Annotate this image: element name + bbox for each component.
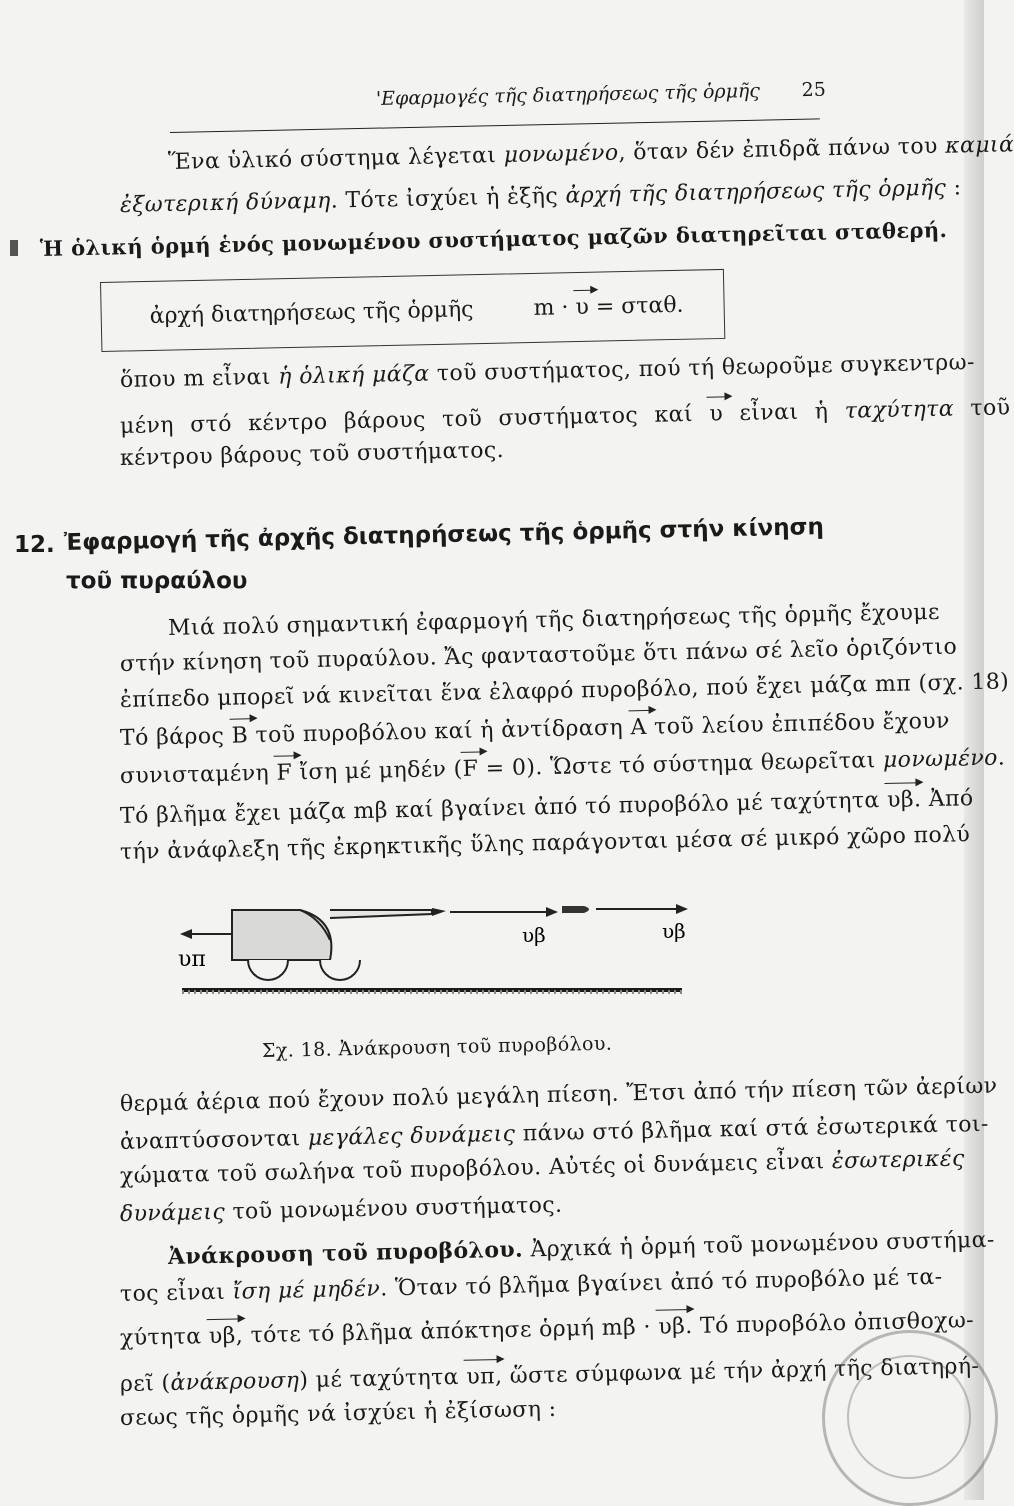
velocity-vector: υ xyxy=(575,294,590,321)
intro-line-2 xyxy=(120,175,962,218)
text-italic: ταχύτητα xyxy=(844,396,955,424)
text: τος εἶναι xyxy=(119,1279,233,1307)
section-number: 12. xyxy=(14,532,55,558)
text: τοῦ πυροβόλου καί ἡ ἀντίδραση xyxy=(247,715,631,749)
resultant-vector: F xyxy=(462,756,479,782)
text: τοῦ λείου ἐπιπέδου ἔχουν xyxy=(646,708,951,740)
header-rule xyxy=(170,118,820,133)
text-italic: ἴση μέ μηδέν xyxy=(232,1276,381,1305)
bullet-arrow-2 xyxy=(596,904,688,914)
bullet-velocity-vector: υβ xyxy=(658,1314,686,1340)
cannon-wheel-left xyxy=(248,960,288,980)
bullet-arrow-1 xyxy=(450,907,558,917)
text-italic: μεγάλες δυνάμεις xyxy=(307,1121,516,1152)
text: μένη στό κέντρο βάρους τοῦ συστήματος καί xyxy=(119,401,710,439)
velocity-vector: υ xyxy=(709,401,724,427)
section-title-line-1: Ἐφαρμογή τῆς ἀρχῆς διατηρήσεως τῆς ὁρμῆς στήν κίνηση xyxy=(63,514,825,556)
text: = σταθ. xyxy=(588,292,684,320)
text: = 0). Ὥστε τό σύστημα θεωρεῖται xyxy=(478,748,884,782)
text: Τό βάρος xyxy=(119,723,232,751)
section-title-line-2: τοῦ πυραύλου xyxy=(66,568,248,594)
stamp-inner-ring xyxy=(847,1355,971,1479)
cannon-barrel xyxy=(330,910,432,918)
text: : xyxy=(946,175,962,201)
running-header xyxy=(376,79,826,114)
text: τοῦ συστήματος, πού τή θεωροῦμε συγκεντρω- xyxy=(429,350,976,387)
text-italic: μονωμένο xyxy=(503,140,619,168)
text: ἴση μέ μηδέν ( xyxy=(291,756,463,786)
text: . Τότε ἰσχύει ἡ ἑξῆς xyxy=(330,183,566,214)
text: Ἀρχικά ἡ ὁρμή τοῦ μονωμένου συστήμα- xyxy=(522,1227,995,1263)
text-italic: ἡ ὁλική μάζα xyxy=(277,361,430,390)
text-italic: ἀνάκρουση xyxy=(170,1368,300,1396)
reaction-vector: A xyxy=(630,714,647,741)
text: ρεῖ ( xyxy=(119,1370,171,1397)
where-line-2 xyxy=(120,395,1011,439)
para3-line-1 xyxy=(168,1227,995,1270)
library-stamp-icon xyxy=(822,1330,998,1506)
para3-line-2 xyxy=(120,1265,943,1307)
intro-line-1 xyxy=(168,132,1014,175)
bullet-velocity-label-2: υβ xyxy=(662,919,686,943)
recoil-arrow xyxy=(180,929,232,939)
text: χώματα τοῦ σωλήνα τοῦ πυροβόλου. Αὐτές οἱ δυνάμεις εἶναι xyxy=(119,1149,833,1189)
para1-line-2: στήν κίνηση τοῦ πυραύλου. Ἄς φανταστοῦμε ὅτι πάνω σέ λεῖο ὁριζόντιο xyxy=(119,634,958,677)
text-italic: ἀρχή τῆς διατηρήσεως τῆς ὁρμῆς xyxy=(565,175,947,209)
text: εἶναι ἡ xyxy=(722,398,845,427)
formula-expression xyxy=(533,293,683,321)
text: τοῦ μονωμένου συστήματος. xyxy=(224,1192,563,1225)
text: ἀναπτύσσονται xyxy=(119,1126,309,1155)
cannon-body xyxy=(232,910,331,960)
text: , ὅταν δέν ἐπιδρᾶ πάνω του xyxy=(618,133,946,166)
text: , ὥστε σύμφωνα μέ τήν ἀρχή τῆς διατηρή- xyxy=(494,1354,980,1390)
shell-in-barrel xyxy=(432,908,446,916)
formula-label: ἀρχή διατηρήσεως τῆς ὁρμῆς xyxy=(149,297,474,329)
para1-line-4 xyxy=(120,709,950,751)
text: . Ὅταν τό βλῆμα βγαίνει ἀπό τό πυροβόλο μέ τα- xyxy=(379,1264,943,1302)
page-number: 25 xyxy=(801,78,827,102)
para1-line-5 xyxy=(120,745,1006,789)
text: Τό βλῆμα ἔχει μάζα mβ καί βγαίνει ἀπό τό πυροβόλο μέ ταχύτητα xyxy=(119,787,888,829)
text: ) μέ ταχύτητα xyxy=(299,1364,467,1394)
figure-caption: Σχ. 18. Ἀνάκρουση τοῦ πυροβόλου. xyxy=(261,1032,613,1062)
cannon-wheel-right xyxy=(320,960,360,980)
para1-line-1: Μιά πολύ σημαντική ἐφαρμογή τῆς διατηρήσεως τῆς ὁρμῆς ἔχουμε xyxy=(167,599,941,641)
text-italic: ἐξωτερική δύναμη xyxy=(119,188,331,218)
running-title: 'Εφαρμογές τῆς διατηρήσεως τῆς ὁρμῆς xyxy=(375,79,761,110)
para3-line-3 xyxy=(120,1308,975,1351)
text: . xyxy=(997,745,1006,771)
text: m · xyxy=(533,295,576,321)
bullet-velocity-label-1: υβ xyxy=(522,923,546,947)
para1-line-6 xyxy=(120,786,974,829)
text-italic: ἐσωτερικές xyxy=(831,1146,965,1175)
bullet-velocity-vector: υβ xyxy=(886,787,915,813)
para2-line-3 xyxy=(120,1146,965,1189)
run-in-heading: Ἀνάκρουση τοῦ πυροβόλου. xyxy=(167,1236,524,1270)
para3-line-5: σεως τῆς ὁρμῆς νά ἰσχύει ἡ ἐξίσωση : xyxy=(119,1396,557,1431)
para1-line-3: ἐπίπεδο μπορεῖ νά κινεῖται ἕνα ἐλαφρό πυροβόλο, πού ἔχει μάζα mπ (σχ. 18) xyxy=(119,669,1010,713)
text: . Ἀπό xyxy=(913,786,974,813)
text: , τότε τό βλῆμα ἀπόκτησε ὁρμή mβ · xyxy=(235,1314,659,1349)
resultant-vector: F xyxy=(276,760,293,786)
text: χύτητα xyxy=(119,1324,210,1351)
text: ὅπου m εἶναι xyxy=(119,364,279,393)
figure-cannon-recoil xyxy=(170,880,690,1030)
bullet-velocity-vector: υβ xyxy=(208,1323,237,1350)
para2-line-4 xyxy=(120,1193,563,1227)
where-line-3: κέντρου βάρους τοῦ συστήματος. xyxy=(119,437,505,471)
principle-statement: Ἡ ὁλική ὁρμή ἑνός μονωμένου συστήματος μαζῶν διατηρεῖται σταθερή. xyxy=(39,216,948,261)
cannon-velocity-vector: υπ xyxy=(466,1364,496,1390)
where-line-1 xyxy=(120,350,975,393)
text: τοῦ xyxy=(953,395,1011,422)
margin-mark xyxy=(10,240,18,256)
cannon-velocity-label: υπ xyxy=(178,947,206,972)
text: . Τό πυροβόλο ὀπισθοχω- xyxy=(684,1308,975,1340)
projectile-shell xyxy=(562,906,589,913)
para1-line-7: τήν ἀνάφλεξη τῆς ἐκρηκτικῆς ὕλης παράγονται μέσα σέ μικρό χῶρο πολύ xyxy=(119,822,971,865)
weight-vector: B xyxy=(231,723,249,749)
text-italic: καμιά xyxy=(944,132,1014,159)
ground-line xyxy=(182,988,682,992)
formula-box xyxy=(100,269,725,352)
text: συνισταμένη xyxy=(119,760,277,789)
text: Ἕνα ὑλικό σύστημα λέγεται xyxy=(167,142,504,175)
text-italic: δυνάμεις xyxy=(119,1199,226,1227)
text-italic: μονωμένο xyxy=(882,745,998,774)
text: πάνω στό βλῆμα καί στά ἐσωτερικά τοι- xyxy=(515,1111,990,1147)
para2-line-1: θερμά ἀέρια πού ἔχουν πολύ μεγάλη πίεση. Ἔτσι ἀπό τήν πίεση τῶν ἀερίων xyxy=(119,1073,998,1117)
